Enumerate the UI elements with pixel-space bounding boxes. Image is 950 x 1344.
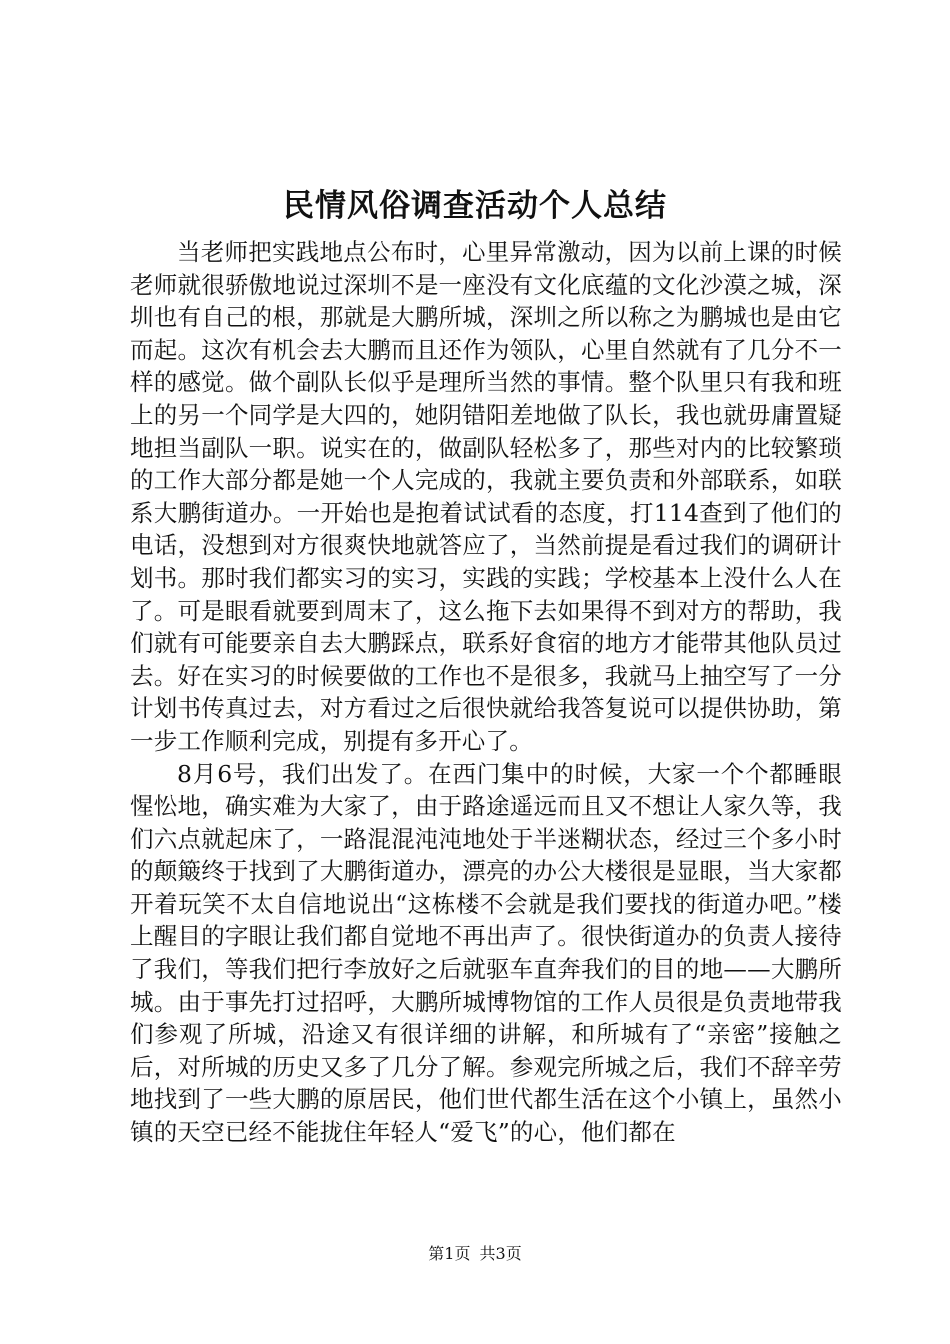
document-title: 民情风俗调查活动个人总结 (283, 188, 667, 224)
paragraph: 当老师把实践地点公布时，心里异常激动，因为以前上课的时候老师就很骄傲地说过深圳不是一座没有文化底蕴的文化沙漠之城，深圳也有自己的根，那就是大鹏所城，深圳之所以称之为鹏城也是由它而起。这次有机会去大鹏而且还作为领队，心里自然就有了几分不一样的感觉。做个副队长似乎是理所当然的事情。整个队里只有我和班上的另一个同学是大四的，她阴错阳差地做了队长，我也就毋庸置疑地担当副队一职。说实在的，做副队轻松多了，那些对内的比较繁琐的工作大部分都是她一个人完成的，我就主要负责和外部联系，如联系大鹏街道办。一开始也是抱着试试看的态度，打114查到了他们的电话，没想到对方很爽快地就答应了，当然前提是看过我们的调研计划书。那时我们都实习的实习，实践的实践；学校基本上没什么人在了。可是眼看就要到周末了，这么拖下去如果得不到对方的帮助，我们就有可能要亲自去大鹏踩点，联系好食宿的地方才能带其他队员过去。好在实习的时候要做的工作也不是很多，我就马上抽空写了一分计划书传真过去，对方看过之后很快就给我答复说可以提供协助，第一步工作顺利完成，别提有多开心了。 (130, 238, 842, 755)
document-body (130, 236, 842, 1149)
page-total: 共3页 (479, 1244, 522, 1263)
page-footer (0, 1244, 950, 1264)
paragraph: 8月6号，我们出发了。在西门集中的时候，大家一个个都睡眼惺忪地，确实难为大家了，由于路途遥远而且又不想让人家久等，我们六点就起床了，一路混混沌沌地处于半迷糊状态，经过三个多小时的颠簸终于找到了大鹏街道办，漂亮的办公大楼很是显眼，当大家都开着玩笑不太自信地说出“这栋楼不会就是我们要找的街道办吧。”楼上醒目的字眼让我们都自觉地不再出声了。很快街道办的负责人接待了我们，等我们把行李放好之后就驱车直奔我们的目的地——大鹏所城。由于事先打过招呼，大鹏所城博物馆的工作人员很是负责地带我们参观了所城，沿途又有很详细的讲解，和所城有了“亲密”接触之后，对所城的历史又多了几分了解。参观完所城之后，我们不辞辛劳地找到了一些大鹏的原居民，他们世代都生活在这个小镇上，虽然小镇的天空已经不能拢住年轻人“爱飞”的心，他们都在 (130, 759, 842, 1147)
page-number: 第1页 (428, 1244, 471, 1263)
